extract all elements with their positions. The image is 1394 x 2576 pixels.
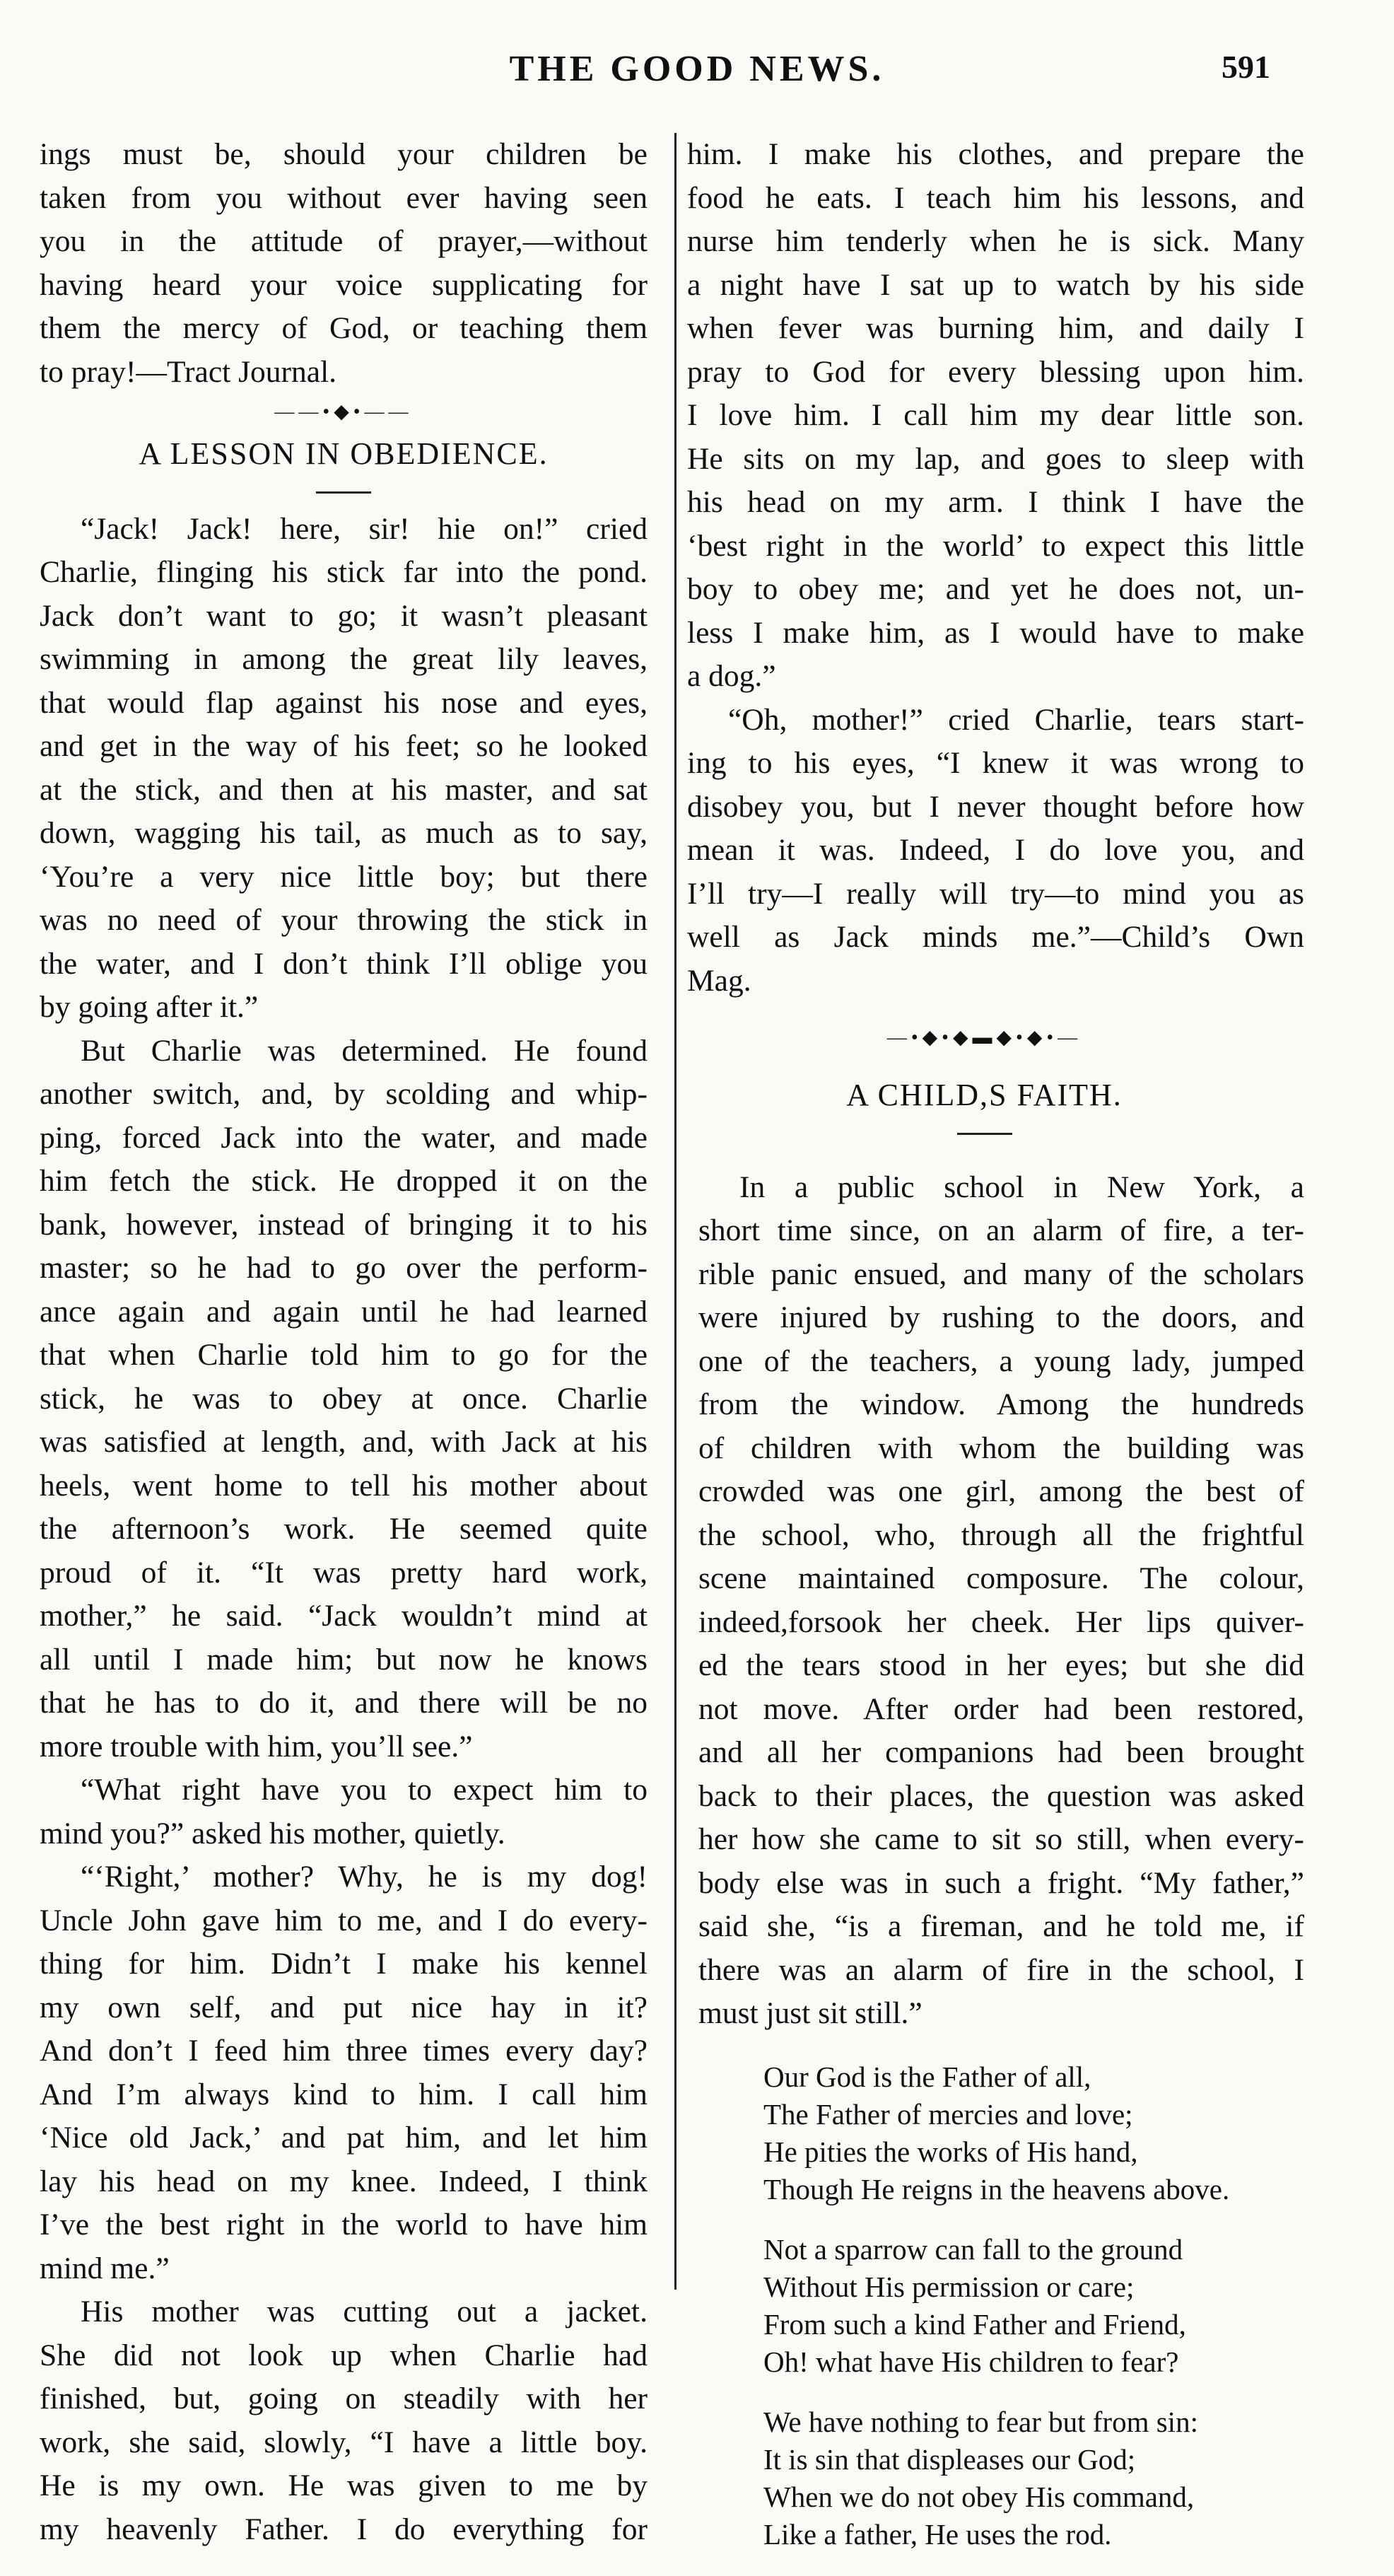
text-line: mind me.”	[40, 2251, 170, 2285]
text-line: indeed,forsook her cheek. Her lips quiver-	[698, 1604, 1304, 1639]
text-line: taken from you without ever having seen	[40, 180, 648, 215]
title-rule	[316, 491, 371, 494]
left-column	[40, 133, 648, 2551]
text-line: He is my own. He was given to me by	[40, 2469, 648, 2502]
text-line: Charlie, flinging his stick far into the pond.	[40, 555, 648, 589]
faith-text	[664, 1166, 1304, 2036]
text-line: Mag.	[687, 963, 751, 998]
text-line: mother,” he said. “Jack wouldn’t mind at	[40, 1599, 648, 1633]
text-line: you in the attitude of prayer,—without	[40, 224, 648, 258]
text-line: one of the teachers, a young lady, jumped	[698, 1344, 1304, 1378]
text-line: ‘You’re a very nice little boy; but there	[40, 859, 648, 894]
text-line: She did not look up when Charlie had	[40, 2338, 648, 2372]
text-line: a night have I sat up to watch by his side	[687, 267, 1304, 302]
text-line: that when Charlie told him to go for the	[40, 1338, 648, 1372]
text-line: bank, however, instead of bringing it to his	[40, 1207, 648, 1242]
text-line: said she, “is a fireman, and he told me, if	[698, 1909, 1304, 1943]
poem-line: Not a sparrow can fall to the ground	[763, 2232, 1183, 2266]
poem-line: Our God is the Father of all,	[763, 2060, 1091, 2093]
page-number: 591	[1222, 49, 1270, 85]
text-line: there was an alarm of fire in the school, I	[698, 1952, 1304, 1987]
text-line: I love him. I call him my dear little son.	[687, 398, 1304, 432]
text-line: scene maintained composure. The colour,	[698, 1561, 1304, 1595]
text-line: ance again and again until he had learned	[40, 1294, 648, 1329]
text-line: that he has to do it, and there will be no	[40, 1686, 648, 1720]
text-line: In a public school in New York, a	[739, 1170, 1304, 1204]
section-ornament: —•◆•◆▬◆•◆•—	[886, 1027, 1082, 1049]
text-line: him. I make his clothes, and prepare the	[687, 137, 1304, 171]
poem-line: When we do not obey His command,	[763, 2480, 1195, 2513]
text-line: “‘Right,’ mother? Why, he is my dog!	[81, 1860, 648, 1894]
text-line: was satisfied at length, and, with Jack at his	[40, 1425, 648, 1459]
text-line: lay his head on my knee. Indeed, I think	[40, 2164, 648, 2198]
text-line: ping, forced Jack into the water, and made	[40, 1120, 648, 1155]
text-line: by going after it.”	[40, 990, 259, 1024]
text-line: at the stick, and then at his master, and sat	[40, 772, 648, 807]
text-line: the afternoon’s work. He seemed quite	[40, 1512, 648, 1546]
text-line: crowded was one girl, among the best of	[698, 1474, 1304, 1508]
text-line: Uncle John gave him to me, and I do every-	[40, 1903, 648, 1937]
title-rule	[957, 1133, 1012, 1135]
text-line: more trouble with him, you’ll see.”	[40, 1729, 473, 1764]
poem-line: Like a father, He uses the rod.	[763, 2517, 1112, 2551]
poem-line: The Father of mercies and love;	[763, 2097, 1133, 2131]
text-line: them the mercy of God, or teaching them	[40, 311, 648, 345]
text-line: not move. After order had been restored,	[698, 1691, 1304, 1726]
text-line: work, she said, slowly, “I have a little boy.	[40, 2425, 648, 2459]
text-line: mean it was. Indeed, I do love you, and	[687, 833, 1304, 867]
text-line: ‘Nice old Jack,’ and pat him, and let him	[40, 2121, 648, 2155]
text-line: Jack don’t want to go; it wasn’t pleasant	[40, 598, 648, 633]
text-line: less I make him, as I would have to make	[687, 615, 1304, 650]
text-line: ed the tears stood in her eyes; but she did	[698, 1648, 1304, 1682]
right-column	[664, 133, 1304, 2576]
text-line: her how she came to sit so still, when every-	[698, 1822, 1304, 1856]
text-line: when fever was burning him, and daily I	[687, 311, 1304, 345]
lesson-text	[40, 508, 648, 2552]
text-line: rible panic ensued, and many of the scholars	[698, 1257, 1304, 1291]
text-line: master; so he had to go over the perform-	[40, 1251, 648, 1285]
text-line: mind you?” asked his mother, quietly.	[40, 1816, 505, 1851]
running-title: THE GOOD NEWS.	[509, 49, 885, 89]
text-line: my own self, and put nice hay in it?	[40, 1990, 648, 2024]
poem-stanza	[763, 2231, 1304, 2381]
text-line: that would flap against his nose and eyes,	[40, 685, 648, 720]
text-line: He sits on my lap, and goes to sleep with	[687, 441, 1304, 476]
text-line: a dog.”	[687, 659, 776, 693]
text-line: finished, but, going on steadily with her	[40, 2382, 648, 2415]
text-line: thing for him. Didn’t I make his kennel	[40, 1947, 648, 1981]
poem-line: From such a kind Father and Friend,	[763, 2307, 1186, 2341]
text-line: stick, he was to obey at once. Charlie	[40, 1381, 648, 1416]
text-line: heels, went home to tell his mother about	[40, 1468, 648, 1503]
text-line: of children with whom the building was	[698, 1430, 1304, 1465]
text-line: all until I made him; but now he knows	[40, 1642, 648, 1677]
text-line: from the window. Among the hundreds	[698, 1387, 1304, 1421]
poem-stanza	[763, 2058, 1304, 2208]
text-line: ing to his eyes, “I knew it was wrong to	[687, 746, 1304, 780]
text-line: ings must be, should your children be	[40, 137, 648, 171]
text-line: nurse him tenderly when he is sick. Many	[687, 224, 1304, 258]
poem-line: It is sin that displeases our God;	[763, 2442, 1136, 2476]
text-line: And I’m always kind to him. I call him	[40, 2077, 648, 2111]
text-line: food he eats. I teach him his lessons, and	[687, 180, 1304, 215]
text-line: swimming in among the great lily leaves,	[40, 642, 648, 676]
text-line: must just sit still.”	[698, 1996, 922, 2030]
poem-line: Without His permission or care;	[763, 2270, 1135, 2303]
text-line: his head on my arm. I think I have the	[687, 485, 1304, 519]
text-line: my heavenly Father. I do everything for	[40, 2512, 648, 2546]
text-line: the school, who, through all the frightful	[698, 1517, 1304, 1552]
text-line: were injured by rushing to the doors, and	[698, 1300, 1304, 1334]
text-line: But Charlie was determined. He found	[81, 1033, 648, 1068]
text-line: I’ll try—I really will try—to mind you as	[687, 876, 1304, 911]
text-line: another switch, and, by scolding and whip-	[40, 1077, 648, 1111]
text-line: was no need of your throwing the stick in	[40, 903, 648, 937]
running-head	[0, 48, 1394, 105]
text-line: him fetch the stick. He dropped it on the	[40, 1164, 648, 1198]
hymn-poem	[664, 2058, 1304, 2553]
faith-title: A CHILD,S FAITH.	[846, 1078, 1123, 1112]
section-ornament: ——•◆•——	[274, 401, 413, 423]
poem-line: We have nothing to fear but from sin:	[763, 2405, 1198, 2438]
text-line: well as Jack minds me.”—Child’s Own	[687, 920, 1304, 954]
text-line: disobey you, but I never thought before how	[687, 789, 1304, 824]
poem-line: He pities the works of His hand,	[763, 2135, 1138, 2168]
text-line: down, wagging his tail, as much as to say,	[40, 816, 648, 850]
text-line: “Oh, mother!” cried Charlie, tears start-	[728, 702, 1304, 737]
poem-line: Though He reigns in the heavens above.	[763, 2172, 1230, 2205]
intro-paragraph	[40, 133, 648, 394]
lesson-continued	[664, 133, 1304, 1003]
text-line: And don’t I feed him three times every day?	[40, 2034, 648, 2068]
text-line: and get in the way of his feet; so he looked	[40, 729, 648, 763]
text-line: proud of it. “It was pretty hard work,	[40, 1555, 648, 1590]
text-line: and all her companions had been brought	[698, 1735, 1304, 1769]
text-line: “What right have you to expect him to	[81, 1773, 648, 1807]
text-line: to pray!—Tract Journal.	[40, 354, 337, 389]
text-line: “Jack! Jack! here, sir! hie on!” cried	[81, 511, 648, 546]
text-line: back to their places, the question was asked	[698, 1778, 1304, 1813]
text-line: having heard your voice supplicating for	[40, 267, 648, 302]
text-line: the water, and I don’t think I’ll oblige you	[40, 946, 648, 981]
poem-stanza	[763, 2403, 1304, 2553]
text-line: pray to God for every blessing upon him.	[687, 354, 1304, 389]
poem-line: Oh! what have His children to fear?	[763, 2345, 1179, 2378]
text-line: His mother was cutting out a jacket.	[81, 2295, 648, 2329]
text-line: boy to obey me; and yet he does not, un-	[687, 572, 1304, 606]
text-line: I’ve the best right in the world to have him	[40, 2208, 648, 2242]
text-line: short time since, on an alarm of fire, a ter-	[698, 1213, 1304, 1247]
text-line: body else was in such a fright. “My father,”	[698, 1865, 1304, 1900]
lesson-title: A LESSON IN OBEDIENCE.	[139, 436, 549, 471]
text-line: ‘best right in the world’ to expect this little	[687, 528, 1304, 563]
